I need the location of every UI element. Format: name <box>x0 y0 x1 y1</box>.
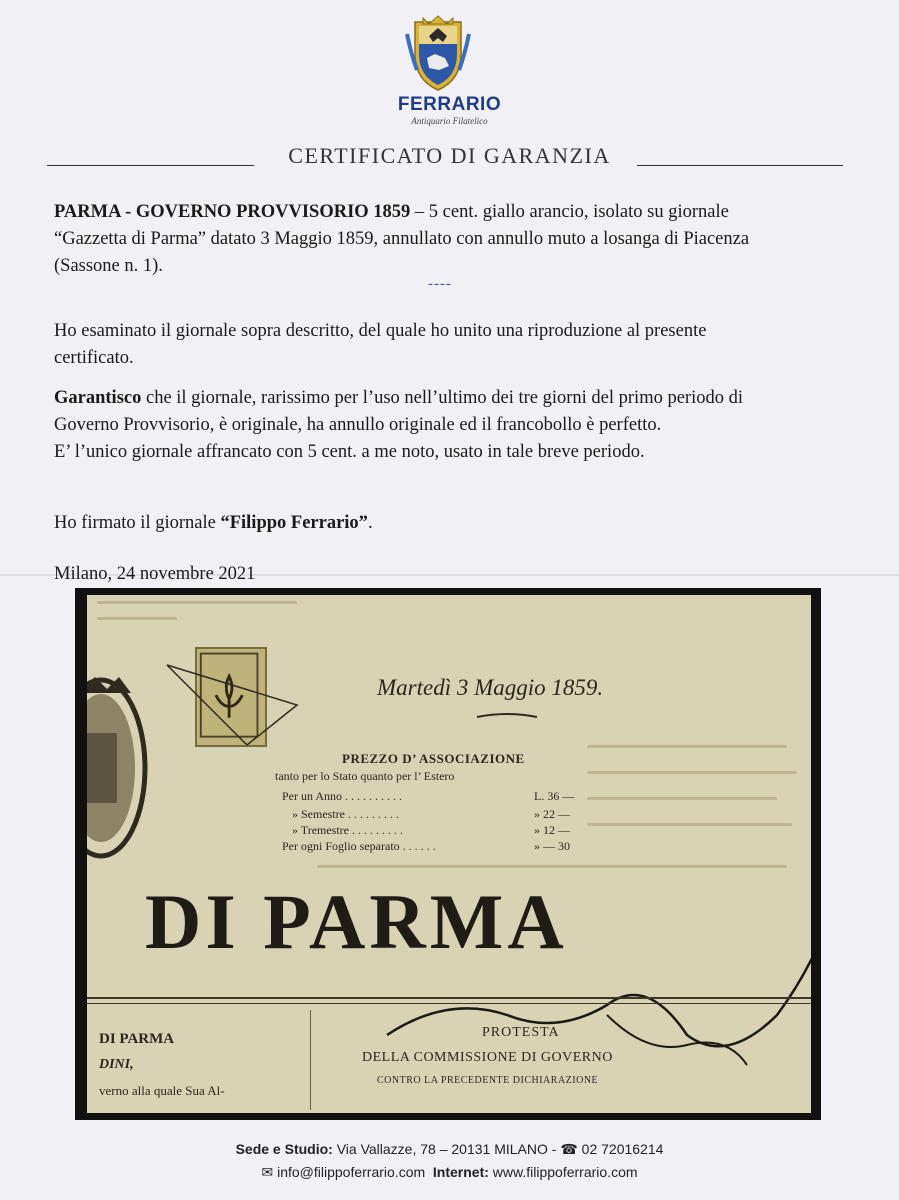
signed-name: “Filippo Ferrario” <box>220 513 368 533</box>
footer-internet-label: Internet: <box>432 1164 489 1180</box>
newspaper-prezzo-sub: tanto per lo Stato quanto per l’ Estero <box>275 769 455 783</box>
description-line-2: “Gazzetta di Parma” datato 3 Maggio 1859, annullato con annullo muto a losanga di Piacenza <box>54 229 750 249</box>
footer-contacts <box>0 1164 899 1181</box>
section-separator: ---- <box>428 276 452 292</box>
examined-line-2: certificato. <box>54 348 134 368</box>
newspaper-row-label: » Tremestre . . . . . . . . . <box>292 823 403 837</box>
title-rule-left <box>47 165 254 166</box>
guarantee-line-2: Governo Provvisorio, è originale, ha annullo originale ed il francobollo è perfetto. <box>54 415 662 435</box>
signed-end: . <box>367 513 373 533</box>
newspaper-row-value: » 12 — <box>534 823 570 837</box>
place-and-date: Milano, 24 novembre 2021 <box>54 564 256 584</box>
guarantee-keyword: Garantisco <box>54 388 142 408</box>
signed-statement <box>54 510 844 537</box>
examined-line-1: Ho esaminato il giornale sopra descritto, del quale ho unito una riproduzione al presente <box>54 321 707 341</box>
newspaper-contro: CONTRO LA PRECEDENTE DICHIARAZIONE <box>377 1075 599 1086</box>
footer-sede-label: Sede e Studio: <box>235 1141 333 1157</box>
phone-icon: ☎ <box>560 1141 578 1157</box>
newspaper-prezzo-title: PREZZO D’ ASSOCIAZIONE <box>342 751 525 766</box>
mail-icon: ✉ <box>261 1164 274 1180</box>
footer-address <box>0 1141 899 1158</box>
stamp-description <box>54 199 844 280</box>
newspaper-headline: DI PARMA <box>145 878 568 965</box>
brand-name: FERRARIO <box>397 94 502 115</box>
newspaper-column-title: DI PARMA <box>99 1031 175 1047</box>
footer-phone: 02 72016214 <box>581 1141 664 1157</box>
newspaper-photo <box>87 595 811 1113</box>
title-rule-right <box>637 165 843 166</box>
guarantee-line-3: E’ l’unico giornale affrancato con 5 cent. a me noto, usato in tale breve periodo. <box>54 442 645 462</box>
newspaper-row-label: » Semestre . . . . . . . . . <box>292 807 399 821</box>
newspaper-date: Martedì 3 Maggio 1859. <box>377 675 604 700</box>
newspaper-column-subtitle: DINI, <box>99 1057 134 1072</box>
certificate-title: CERTIFICATO DI GARANZIA <box>288 143 611 168</box>
newspaper-commissione: DELLA COMMISSIONE DI GOVERNO <box>362 1050 613 1065</box>
guarantee-line-1: che il giornale, rarissimo per l’uso nell’ultimo dei tre giorni del primo periodo di <box>141 388 743 408</box>
examined-paragraph <box>54 318 844 372</box>
coat-of-arms-logo <box>405 14 471 92</box>
footer-website[interactable]: www.filippoferrario.com <box>488 1164 638 1180</box>
brand-tagline: Antiquario Filatelico <box>411 116 488 126</box>
newspaper-protesta: PROTESTA <box>482 1025 560 1040</box>
newspaper-column-body: verno alla quale Sua Al- <box>99 1083 225 1098</box>
newspaper-row-value: » — 30 <box>534 839 570 853</box>
footer-sede-value: Via Vallazze, 78 – 20131 MILANO - <box>332 1141 561 1157</box>
guarantee-paragraph <box>54 385 844 466</box>
newspaper-row-value: » 22 — <box>534 807 570 821</box>
signed-text: Ho firmato il giornale <box>54 513 221 533</box>
description-lead-rest: – 5 cent. giallo arancio, isolato su giornale <box>410 202 729 222</box>
footer-email[interactable]: info@filippoferrario.com <box>277 1164 426 1180</box>
description-line-3: (Sassone n. 1). <box>54 256 163 276</box>
newspaper-overlay <box>87 595 811 1113</box>
newspaper-row-label: Per ogni Foglio separato . . . . . . <box>282 839 436 853</box>
newspaper-row-value: L. 36 — <box>534 789 575 803</box>
description-lead: PARMA - GOVERNO PROVVISORIO 1859 <box>54 202 411 222</box>
cancel-lozenge <box>167 665 297 745</box>
newspaper-row-label: Per un Anno . . . . . . . . . . <box>282 789 402 803</box>
